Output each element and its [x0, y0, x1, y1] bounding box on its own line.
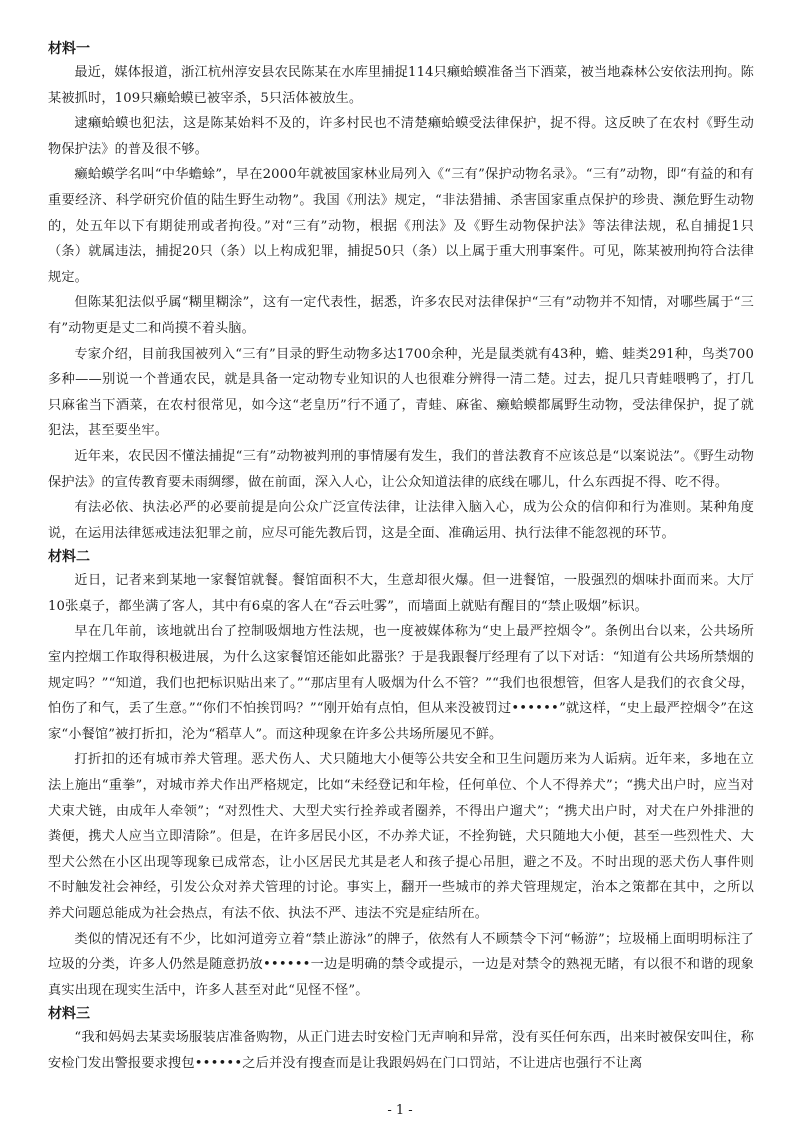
section-heading: 材料三 [48, 1006, 90, 1023]
paragraph: 癞蛤蟆学名叫“中华蟾蜍”，早在2000年就被国家林业局列入《“三有”保护动物名录》。“三有”动物，即“有益的和有重要经济、科学研究价值的陆生野生动物”。我国《刑法》规定，“非法猎捕、杀害国家重点保护的珍贵、濒危野生动物的，处五年以下有期徒刑或者拘役。”对“三有”动物，根据《刑法》及《野生动物保护法》等法律法规，私自捕捉1只（条）就属违法，捕捉20只（条）以上构成犯罪，捕捉50只（条）以上属于重大刑事案件。可见，陈某被刑拘符合法律规定。 [48, 167, 754, 285]
section-material-2 [48, 546, 754, 1003]
paragraph: 最近，媒体报道，浙江杭州淳安县农民陈某在水库里捕捉114只癞蛤蟆准备当下酒菜，被当地森林公安依法刑拘。陈某被抓时，109只癞蛤蟆已被宰杀，5只活体被放生。 [48, 65, 754, 106]
paragraph: 近年来，农民因不懂法捕捉“三有”动物被判刑的事情屡有发生，我们的普法教育不应该总是“以案说法”。《野生动物保护法》的宣传教育要未雨绸缪，做在前面，深入人心，让公众知道法律的底线在哪儿，什么东西捉不得、吃不得。 [48, 448, 754, 490]
paragraph: 近日，记者来到某地一家餐馆就餐。餐馆面积不大，生意却很火爆。但一进餐馆，一股强烈的烟味扑面而来。大厅10张桌子，都坐满了客人，其中有6桌的客人在“吞云吐雾”，而墙面上就贴有醒目的“禁止吸烟”标识。 [48, 573, 754, 614]
paragraph: 专家介绍，目前我国被列入“三有”目录的野生动物多达1700余种，光是鼠类就有43种，蟾、蛙类291种，鸟类700多种——别说一个普通农民，就是具备一定动物专业知识的人也很难分辨得一清二楚。过去，捉几只青蛙喂鸭了，打几只麻雀当下酒菜，在农村很常见，如今这“老皇历”行不通了，青蛙、麻雀、癞蛤蟆都属野生动物，受法律保护，捉了就犯法，甚至要坐牢。 [48, 346, 754, 439]
paragraph: 有法必依、执法必严的必要前提是向公众广泛宣传法律，让法律入脑入心，成为公众的信仰和行为准则。某种角度说，在运用法律惩戒违法犯罪之前，应尽可能先教后罚，这是全面、准确运用、执行法律不能忽视的环节。 [48, 500, 754, 541]
paragraph: 类似的情况还有不少，比如河道旁立着“禁止游泳”的牌子，依然有人不顾禁令下河“畅游”；垃圾桶上面明明标注了垃圾的分类，许多人仍然是随意扔放••••••一边是明确的禁令或提示，一边是对禁令的熟视无睹，有以很不和谐的现象真实出现在现实生活中，许多人甚至对此“见怪不怪”。 [48, 931, 754, 998]
paragraph: “我和妈妈去某卖场服装店准备购物，从正门进去时安检门无声响和异常，没有买任何东西，出来时被保安叫住，称安检门发出警报要求搜包••••••之后并没有搜查而是让我跟妈妈在门口罚站，不让进店也强行不让离 [48, 1030, 754, 1071]
paragraph: 但陈某犯法似乎属“糊里糊涂”，这有一定代表性，据悉，许多农民对法律保护“三有”动物并不知情，对哪些属于“三有”动物更是丈二和尚摸不着头脑。 [48, 295, 754, 336]
page-number: - 1 - [387, 1103, 413, 1118]
paragraph: 打折扣的还有城市养犬管理。恶犬伤人、犬只随地大小便等公共安全和卫生问题历来为人诟病。近年来，多地在立法上施出“重拳”，对城市养犬作出严格规定，比如“未经登记和年检，任何单位、个人不得养犬”；“携犬出户时，应当对犬束犬链，由成年人牵领”；“对烈性犬、大型犬实行拴养或者圈养，不得出户遛犬”；“携犬出户时，对犬在户外排泄的粪便，携犬人应当立即清除”。但是，在许多居民小区，不办养犬证，不拴狗链，犬只随地大小便，甚至一些烈性犬、大型犬公然在小区出现等现象已成常态，让小区居民尤其是老人和孩子提心吊胆，避之不及。不时出现的恶犬伤人事件则不时触发社会神经，引发公众对养犬管理的讨论。事实上，翻开一些城市的养犬管理规定，治本之策都在其中，之所以养犬问题总能成为社会热点，有法不依、执法不严、违法不究是症结所在。 [48, 752, 754, 921]
section-material-3 [48, 1003, 754, 1076]
section-heading: 材料一 [48, 41, 90, 57]
paragraph: 早在几年前，该地就出台了控制吸烟地方性法规，也一度被媒体称为“史上最严控烟令”。条例出台以来，公共场所室内控烟工作取得积极进展，为什么这家餐馆还能如此嚣张？于是我跟餐厅经理有了以下对话：“知道有公共场所禁烟的规定吗？”“知道，我们也把标识贴出来了。”“那店里有人吸烟为什么不管？”“我们也很想管，但客人是我们的衣食父母，怕伤了和气，丢了生意。”“你们不怕挨罚吗？”“刚开始有点怕，但从来没被罚过••••••”就这样，“史上最严控烟令”在这家“小餐馆”被打折扣，沦为“稻草人”。而这种现象在许多公共场所屡见不鲜。 [48, 624, 754, 742]
section-material-1 [48, 38, 754, 546]
section-heading: 材料二 [48, 549, 90, 566]
document-body [48, 38, 754, 1077]
paragraph: 逮癞蛤蟆也犯法，这是陈某始料不及的，许多村民也不清楚癞蛤蟆受法律保护，捉不得。这反映了在农村《野生动物保护法》的普及很不够。 [48, 116, 754, 157]
